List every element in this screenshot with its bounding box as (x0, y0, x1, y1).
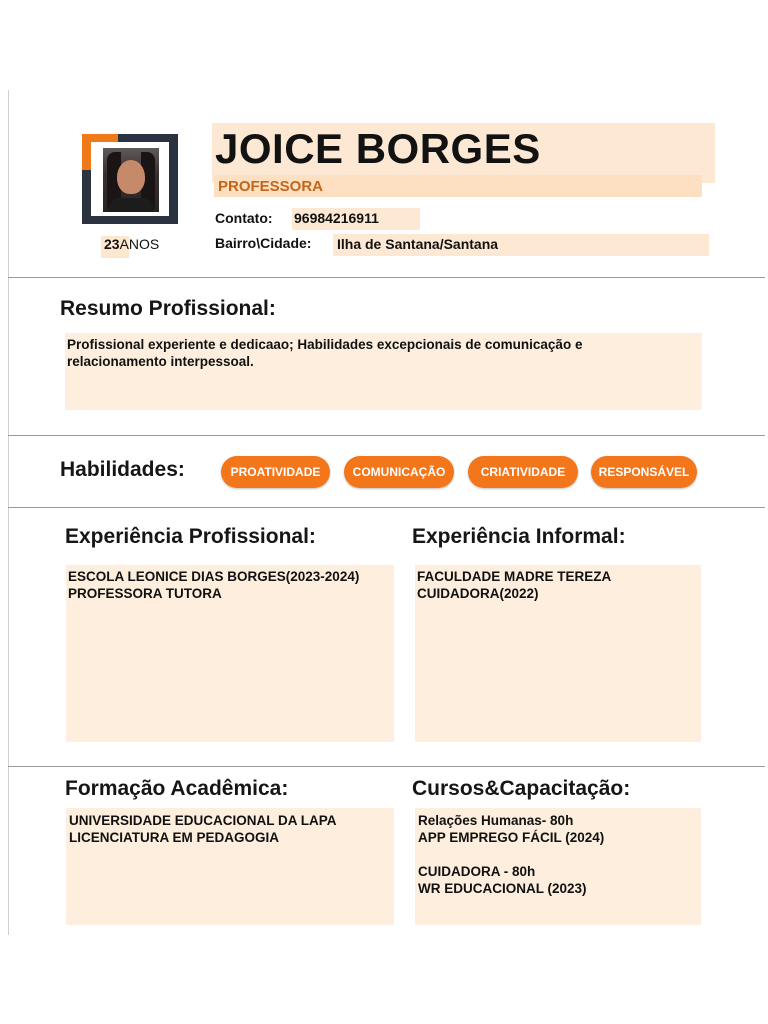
profile-photo-frame (82, 134, 178, 224)
cursos-text: Relações Humanas- 80h APP EMPREGO FÁCIL (2024) CUIDADORA - 80h WR EDUCACIONAL (2023) (418, 813, 605, 896)
skill-pill: COMUNICAÇÃO (344, 456, 454, 488)
candidate-role: PROFESSORA (218, 178, 324, 195)
age (104, 236, 159, 252)
candidate-name: JOICE BORGES (215, 125, 541, 172)
experiencia-profissional-title: Experiência Profissional: (65, 525, 316, 548)
cursos-title: Cursos&Capacitação: (412, 777, 631, 800)
profile-photo (103, 148, 159, 212)
age-unit: ANOS (119, 236, 160, 252)
divider (8, 277, 765, 278)
experiencia-informal-title: Experiência Informal: (412, 525, 626, 548)
photo-mat (91, 142, 169, 216)
formacao-text: UNIVERSIDADE EDUCACIONAL DA LAPA LICENCIATURA EM PEDAGOGIA (69, 813, 337, 845)
experiencia-informal-text: FACULDADE MADRE TEREZA CUIDADORA(2022) (417, 569, 612, 601)
contact-label: Contato: (215, 210, 273, 226)
age-value: 23 (104, 236, 120, 252)
bairro-value: Ilha de Santana/Santana (337, 236, 499, 252)
formacao-title: Formação Acadêmica: (65, 777, 289, 800)
habilidades-title: Habilidades: (60, 458, 185, 481)
resumo-title: Resumo Profissional: (60, 297, 276, 320)
skill-pill: PROATIVIDADE (221, 456, 330, 488)
skill-pill: CRIATIVIDADE (468, 456, 578, 488)
divider (8, 766, 765, 767)
divider (8, 435, 765, 436)
divider (8, 507, 765, 508)
resumo-text: Profissional experiente e dedicaao; Habilidades excepcionais de comunicação e relacionamento interpessoal. (67, 337, 583, 369)
experiencia-profissional-text: ESCOLA LEONICE DIAS BORGES(2023-2024) PROFESSORA TUTORA (68, 569, 360, 601)
skill-pill: RESPONSÁVEL (591, 456, 697, 488)
bairro-label: Bairro\Cidade: (215, 235, 312, 251)
contact-value: 96984216911 (294, 210, 379, 226)
